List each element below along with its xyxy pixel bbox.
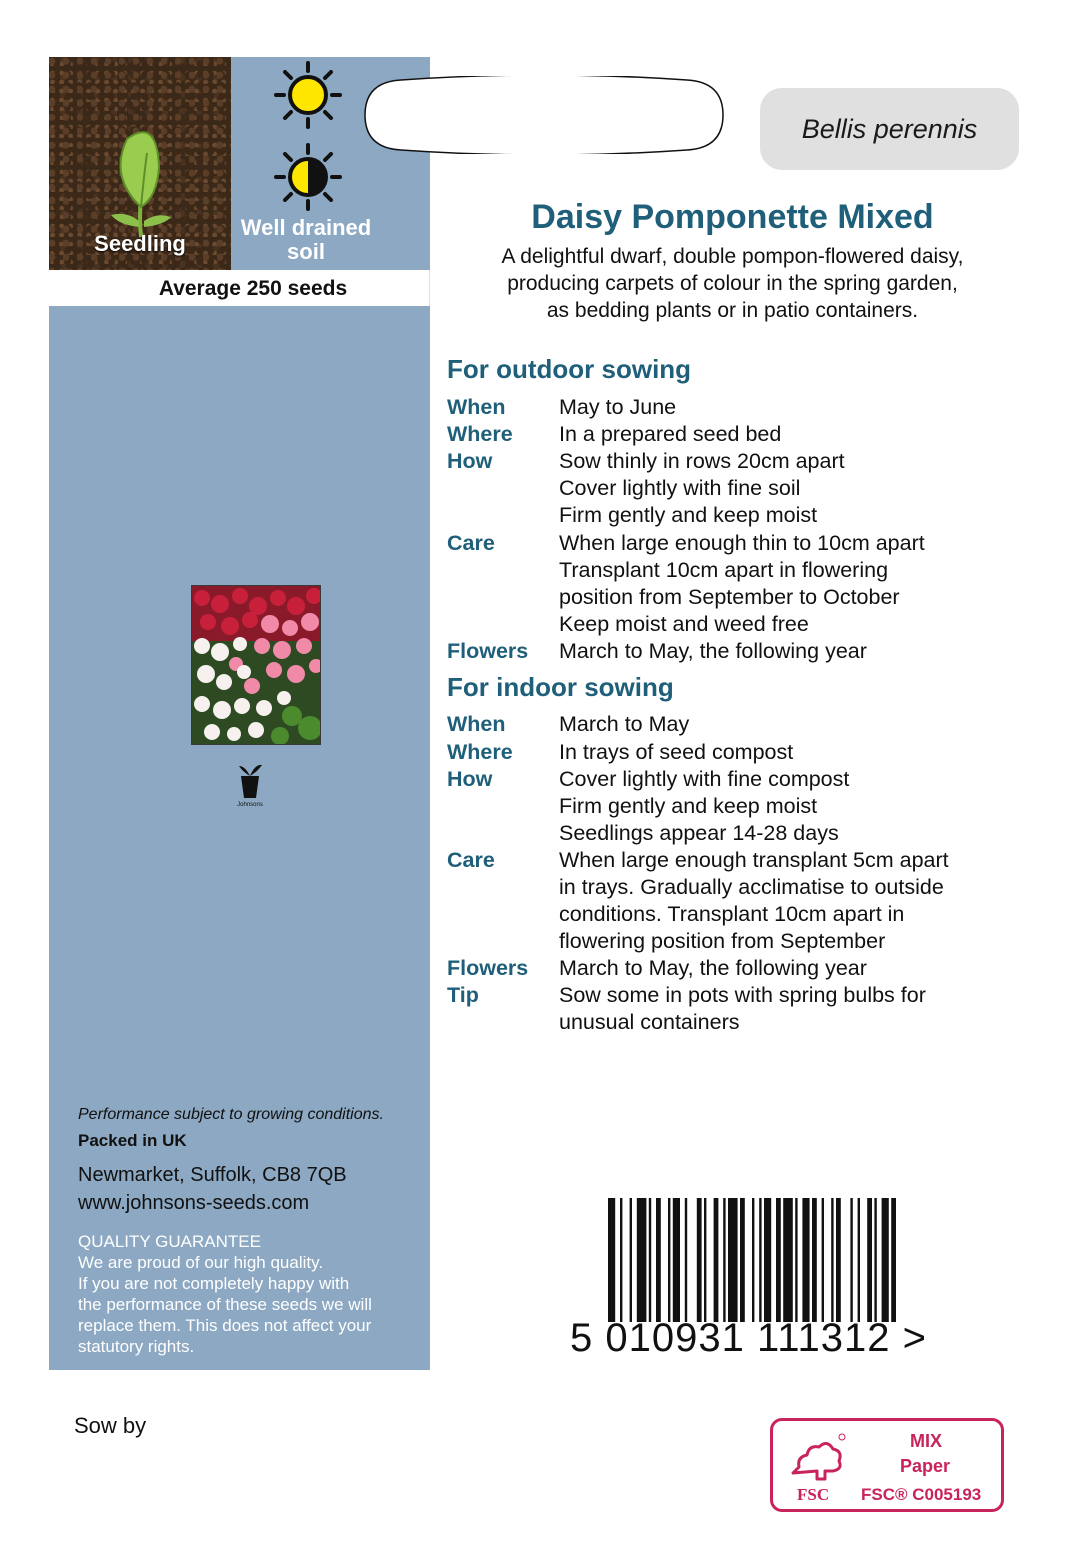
- row-label: Care: [447, 848, 495, 872]
- seedling-tile: [49, 57, 231, 270]
- barcode-bar: [697, 1198, 702, 1322]
- row-line: Sow thinly in rows 20cm apart: [559, 449, 845, 473]
- partial-shade-icon: [276, 145, 340, 209]
- row-line: Cover lightly with fine soil: [559, 476, 801, 500]
- barcode-bar: [836, 1198, 841, 1322]
- barcode-bar: [714, 1198, 719, 1322]
- row-label: Flowers: [447, 639, 529, 663]
- fsc-certification-badge: [770, 1418, 1004, 1512]
- row-value: [559, 421, 1029, 448]
- barcode-bar: [620, 1198, 622, 1322]
- row-line: unusual containers: [559, 1010, 740, 1034]
- row-value: [559, 711, 1029, 738]
- row-value: [559, 448, 1029, 529]
- barcode-bar: [752, 1198, 754, 1322]
- row-value: [559, 982, 1029, 1036]
- seedling-label: Seedling: [94, 231, 186, 256]
- barcode-bar: [673, 1198, 680, 1322]
- barcode-bar: [649, 1198, 651, 1322]
- fsc-tree-icon: [787, 1427, 847, 1483]
- botanical-name-tab: [760, 88, 1019, 170]
- barcode-bar: [882, 1198, 889, 1322]
- row-label: When: [447, 712, 506, 736]
- barcode-bar: [858, 1198, 860, 1322]
- row-line: In trays of seed compost: [559, 740, 794, 764]
- row-line: March to May, the following year: [559, 956, 867, 980]
- row-label: Where: [447, 422, 513, 446]
- fsc-mix-label: MIX: [910, 1431, 943, 1451]
- barcode-bar: [630, 1198, 632, 1322]
- barcode-bar: [608, 1198, 615, 1322]
- barcode-bar: [759, 1198, 761, 1322]
- barcode-bar: [850, 1198, 852, 1322]
- barcode-bar: [783, 1198, 793, 1322]
- description-line: as bedding plants or in patio containers.: [546, 299, 919, 322]
- row-line: When large enough transplant 5cm apart: [559, 848, 949, 872]
- seed-count-bar: [49, 270, 430, 306]
- row-line: Cover lightly with fine compost: [559, 767, 850, 791]
- barcode-bar: [831, 1198, 833, 1322]
- barcode-bar: [891, 1198, 896, 1322]
- row-line: May to June: [559, 395, 677, 419]
- website-link[interactable]: www.johnsons-seeds.com: [78, 1192, 310, 1214]
- outdoor-sowing-heading: For outdoor sowing: [447, 354, 692, 384]
- soil-label: [231, 216, 381, 264]
- barcode-bar: [822, 1198, 824, 1322]
- seed-count: Average 250 seeds: [158, 277, 348, 300]
- barcode-bar: [867, 1198, 872, 1322]
- row-line: flowering position from September: [559, 929, 886, 953]
- row-label: Tip: [447, 983, 479, 1007]
- botanical-name: Bellis perennis: [801, 114, 978, 144]
- barcode-bar: [764, 1198, 771, 1322]
- row-line: When large enough thin to 10cm apart: [559, 531, 925, 555]
- barcode-bar: [812, 1198, 817, 1322]
- barcode-bar: [776, 1198, 781, 1322]
- barcode-bar: [802, 1198, 809, 1322]
- product-title: Daisy Pomponette Mixed: [531, 198, 934, 236]
- barcode-bar: [637, 1198, 647, 1322]
- row-value: [559, 955, 1029, 982]
- row-line: Firm gently and keep moist: [559, 503, 818, 527]
- row-label: Care: [447, 531, 495, 555]
- barcode-bar: [668, 1198, 670, 1322]
- packet-window-cutout: [363, 76, 725, 154]
- soil-label-line2: soil: [287, 239, 325, 264]
- row-line: In a prepared seed bed: [559, 422, 782, 446]
- fsc-wordmark: FSC: [797, 1485, 830, 1504]
- row-label: When: [447, 395, 506, 419]
- barcode-bar: [728, 1198, 738, 1322]
- quality-line: If you are not completely happy with: [78, 1274, 350, 1293]
- row-value: [559, 638, 1029, 665]
- barcode-bar: [795, 1198, 797, 1322]
- soil-label-line1: Well drained: [240, 215, 372, 240]
- packed-in: Packed in UK: [78, 1131, 187, 1150]
- barcode: [608, 1198, 978, 1322]
- row-line: Keep moist and weed free: [559, 612, 809, 636]
- johnsons-pot-logo-icon: [229, 760, 271, 808]
- performance-note: Performance subject to growing conditions.: [78, 1106, 384, 1123]
- quality-guarantee-title: QUALITY GUARANTEE: [78, 1232, 261, 1251]
- row-value: [559, 739, 1029, 766]
- row-line: Transplant 10cm apart in flowering: [559, 558, 889, 582]
- product-description: [440, 243, 1025, 324]
- barcode-bar: [740, 1198, 745, 1322]
- row-label: Where: [447, 740, 513, 764]
- barcode-digits: 5 010931 111312 >: [570, 1316, 927, 1360]
- barcode-bar: [704, 1198, 706, 1322]
- description-line: producing carpets of colour in the spring garden,: [507, 272, 958, 295]
- row-label: How: [447, 449, 493, 473]
- quality-line: replace them. This does not affect your: [78, 1316, 372, 1335]
- barcode-bar: [656, 1198, 661, 1322]
- sow-by-label: Sow by: [74, 1413, 147, 1438]
- row-line: Firm gently and keep moist: [559, 794, 818, 818]
- description-line: A delightful dwarf, double pompon-flowered daisy,: [501, 245, 964, 268]
- brand-small-text: Johnsons: [237, 802, 263, 808]
- fsc-paper-label: Paper: [900, 1456, 951, 1476]
- row-line: Sow some in pots with spring bulbs for: [559, 983, 926, 1007]
- row-value: [559, 847, 1029, 955]
- flower-photo: [191, 585, 321, 745]
- quality-line: the performance of these seeds we will: [78, 1295, 372, 1314]
- row-line: March to May, the following year: [559, 639, 867, 663]
- row-line: position from September to October: [559, 585, 900, 609]
- row-value: [559, 766, 1029, 847]
- row-line: conditions. Transplant 10cm apart in: [559, 902, 905, 926]
- row-value: [559, 530, 1029, 638]
- barcode-bar: [685, 1198, 687, 1322]
- full-sun-icon: [276, 63, 340, 127]
- quality-line: We are proud of our high quality.: [78, 1253, 324, 1272]
- row-label: Flowers: [447, 956, 529, 980]
- quality-line: statutory rights.: [78, 1337, 195, 1356]
- indoor-sowing-heading: For indoor sowing: [447, 672, 674, 702]
- row-line: Seedlings appear 14-28 days: [559, 821, 839, 845]
- row-line: March to May: [559, 712, 690, 736]
- barcode-bar: [723, 1198, 725, 1322]
- company-address: Newmarket, Suffolk, CB8 7QB: [78, 1164, 347, 1186]
- barcode-bar: [874, 1198, 876, 1322]
- row-value: [559, 394, 1029, 421]
- quality-guarantee-text: [78, 1252, 423, 1357]
- fsc-license-code: FSC® C005193: [861, 1485, 982, 1504]
- row-line: in trays. Gradually acclimatise to outside: [559, 875, 944, 899]
- row-label: How: [447, 767, 493, 791]
